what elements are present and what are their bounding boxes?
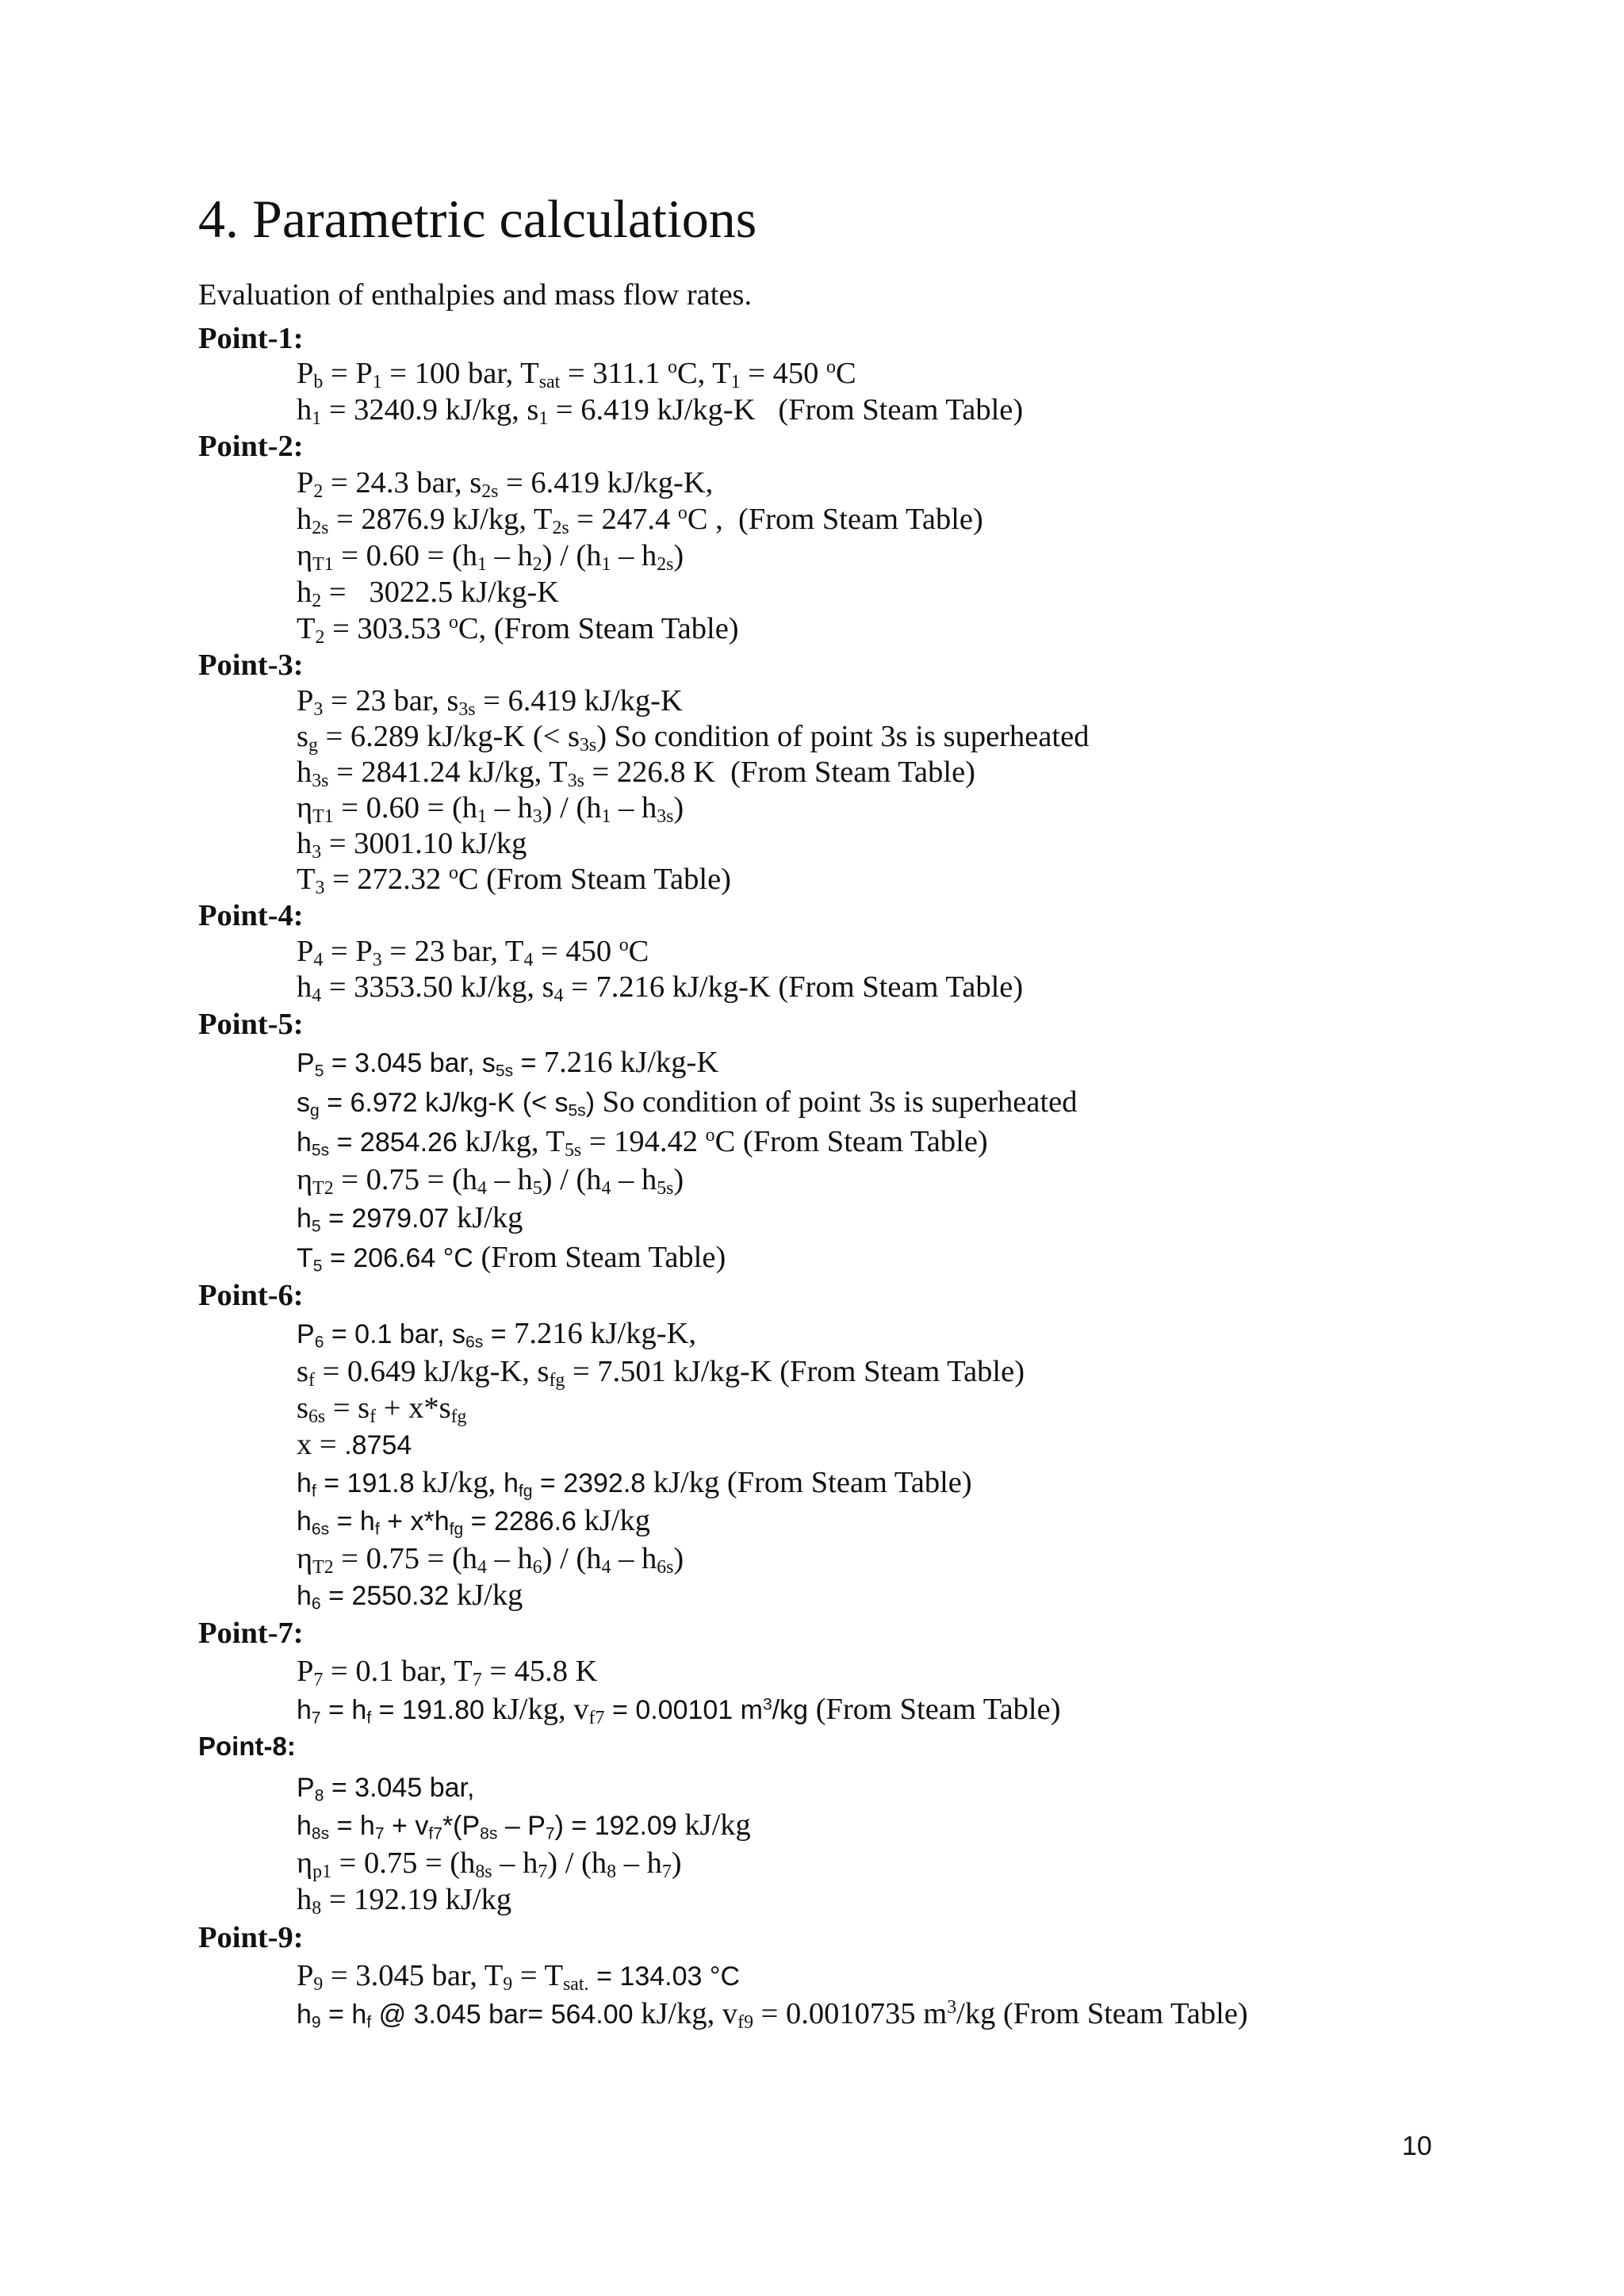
point-7-heading: Point-7: (198, 1617, 304, 1650)
point-3-heading: Point-3: (198, 649, 304, 682)
point-2-line-1: $P_2 = 24.3$ bar, $s_{2s} = 6.419$ kJ/kg-K, (297, 466, 714, 502)
point-5-line-3: $h_{5s} = 2854.26$ kJ/kg, $T_{5s} = 194.42$ $^o$C (From Steam Table) (297, 1124, 988, 1161)
point-5-line-5: $h_5 = 2979.07$ kJ/kg (297, 1201, 523, 1236)
point-1-line-2: $h_1 = 3240.9$ kJ/kg, $s_1 = 6.419$ kJ/kg-K (From Steam Table) (297, 393, 1024, 429)
point-6-line-3: $s_{6s} = s_f + x*s_{fg}$ (297, 1391, 467, 1427)
point-8-line-2: $h_{8s} = h_7 + v_{f7}*(P_{8s} - P_7) = 192.09$ kJ/kg (297, 1808, 751, 1843)
section-title: 4. Parametric calculations (198, 189, 757, 249)
point-7-line-1: $P_7 = 0.1$ bar, $T_7 = 45.8$ K (297, 1655, 598, 1690)
point-6-line-6: $h_{6s} = h_f + x*h_{fg} = 2286.6$ kJ/kg (297, 1504, 651, 1539)
point-9-line-1: $P_9 = 3.045$ bar, $T_9 = T_{sat.} = 134.03$ °C (297, 1959, 740, 1995)
point-8-line-4: $h_8 = 192.19$ kJ/kg (297, 1883, 512, 1919)
point-5-line-2: $s_g = 6.972$ kJ/kg-K (< $s_{5s}$) So condition of point 3s is superheated (297, 1085, 1078, 1120)
point-2-line-2: $h_{2s} = 2876.9$ kJ/kg, $T_{2s} = 247.4$ $^o$C , (From Steam Table) (297, 502, 983, 538)
point-2-heading: Point-2: (198, 430, 304, 463)
point-3-line-5: $h_3 = 3001.10$ kJ/kg (297, 827, 527, 863)
point-5-line-1: $P_5 = 3.045$ bar, $s_{5s} = 7.216$ kJ/kg-K (297, 1046, 719, 1081)
point-5-line-4: $\eta_{T2} = 0.75 = (h_4 - h_5) / (h_4 - h_{5s})$ (297, 1163, 684, 1199)
point-6-line-8: $h_6 = 2550.32$ kJ/kg (297, 1578, 523, 1613)
point-4-line-2: $h_4 = 3353.50$ kJ/kg, $s_4 = 7.216$ kJ/kg-K (From Steam Table) (297, 970, 1024, 1006)
page-number: 10 (1402, 2131, 1432, 2161)
point-3-line-1: $P_3 = 23$ bar, $s_{3s} = 6.419$ kJ/kg-K (297, 684, 683, 720)
point-1-heading: Point-1: (198, 322, 304, 355)
intro-text: Evaluation of enthalpies and mass flow rates. (198, 278, 753, 312)
point-6-line-1: $P_6 = 0.1$ bar, $s_{6s} = 7.216$ kJ/kg-K, (297, 1317, 696, 1352)
point-2-line-5: $T_2 = 303.53$ $^o$C, (From Steam Table) (297, 611, 739, 648)
point-6-line-7: $\eta_{T2} = 0.75 = (h_4 - h_6) / (h_4 - h_{6s})$ (297, 1542, 684, 1578)
point-6-line-4: x = .8754 (297, 1428, 412, 1461)
point-4-heading: Point-4: (198, 899, 304, 932)
point-4-line-1: $P_4 = P_3 = 23$ bar, $T_4 = 450$ $^o$C (297, 934, 649, 970)
point-7-line-2: $h_7 = h_f = 191.80$ kJ/kg, $v_{f7} = 0.00101$ $m^3/kg$ (From Steam Table) (297, 1693, 1061, 1728)
point-8-line-1: $P_8 = 3.045$ bar, (297, 1773, 475, 1805)
point-9-heading: Point-9: (198, 1921, 304, 1954)
point-5-line-6: $T_5 = 206.64$ °C (From Steam Table) (297, 1241, 726, 1276)
point-1-line-1: $P_b = P_1 = 100$ bar, $T_{sat} = 311.1$ $^o$C, $T_1 = 450$ $^o$C (297, 356, 856, 392)
point-3-line-3: $h_{3s} = 2841.24$ kJ/kg, $T_{3s} = 226.8$ K (From Steam Table) (297, 756, 975, 791)
point-2-line-3: $\eta_{T1} = 0.60 = (h_1 - h_2) / (h_1 - h_{2s})$ (297, 539, 684, 575)
point-9-line-2: $h_9 = h_f$ @ 3.045 bar= 564.00 kJ/kg, $v_{f9} = 0.0010735$ $m^3/kg$ (From Steam Table) (297, 1996, 1248, 2033)
point-5-heading: Point-5: (198, 1008, 304, 1041)
point-2-line-4: $h_2 = 3022.5$ kJ/kg-K (297, 576, 559, 611)
point-3-line-2: $s_g = 6.289$ kJ/kg-K (< $s_{3s}$) So condition of point 3s is superheated (297, 720, 1090, 756)
point-3-line-6: $T_3 = 272.32$ $^o$C (From Steam Table) (297, 862, 731, 898)
point-6-heading: Point-6: (198, 1279, 304, 1312)
point-6-line-5: $h_f = 191.8$ kJ/kg, $h_{fg} = 2392.8$ kJ/kg (From Steam Table) (297, 1466, 972, 1501)
point-3-line-4: $\eta_{T1} = 0.60 = (h_1 - h_3) / (h_1 - h_{3s})$ (297, 791, 684, 827)
point-8-heading: Point-8: (198, 1732, 296, 1761)
point-8-line-3: $\eta_{p1} = 0.75 = (h_{8s} - h_7) / (h_8 - h_7)$ (297, 1846, 682, 1882)
point-6-line-2: $s_f = 0.649$ kJ/kg-K, $s_{fg} = 7.501$ kJ/kg-K (From Steam Table) (297, 1355, 1025, 1391)
